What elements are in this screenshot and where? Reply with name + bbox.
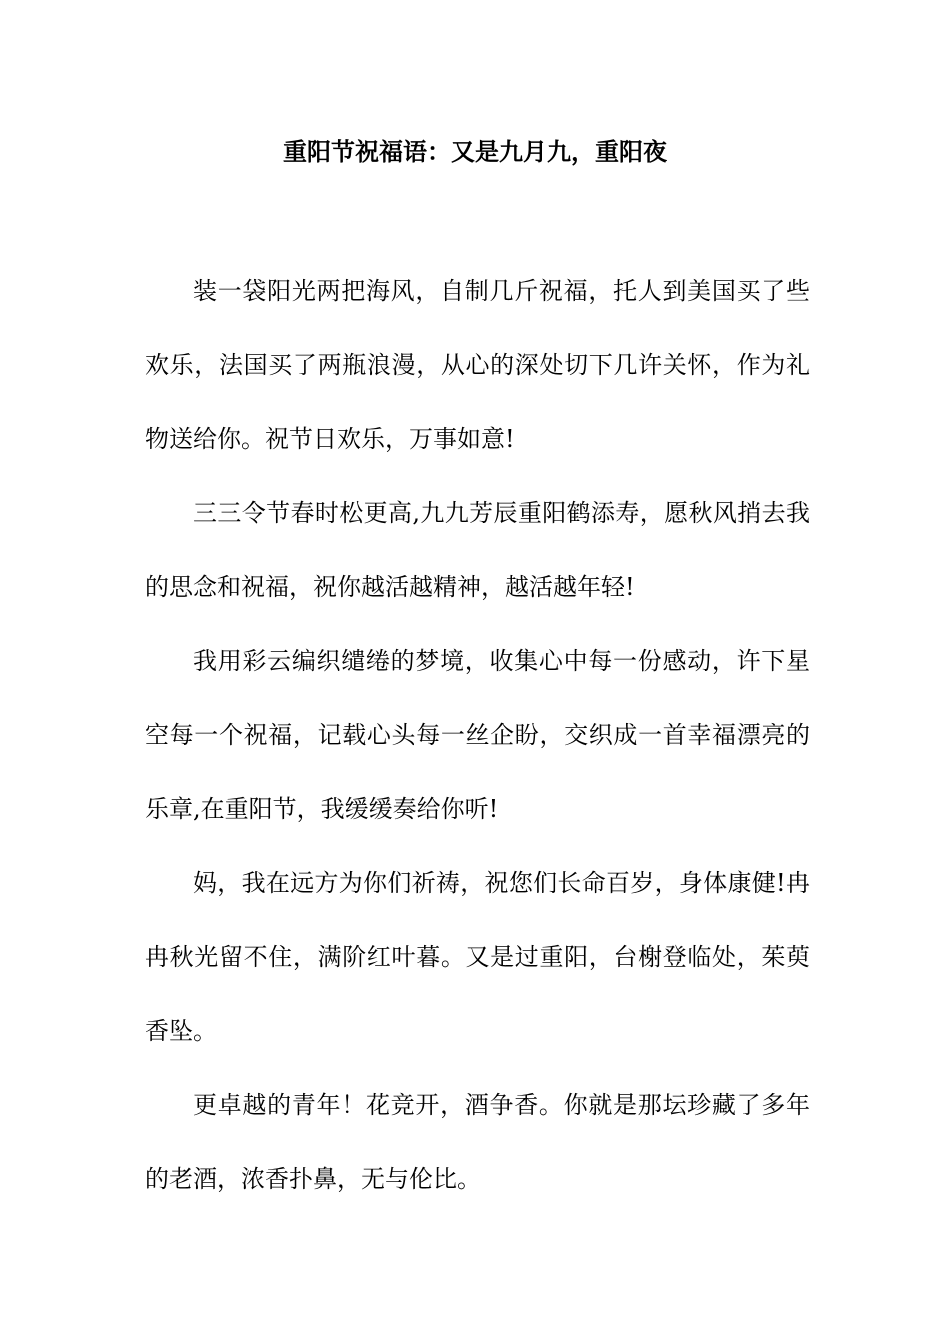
document-body: [145, 254, 810, 1216]
paragraph-5: 更卓越的青年！花竞开，酒争香。你就是那坛珍藏了多年的老酒，浓香扑鼻，无与伦比。: [145, 1091, 810, 1193]
paragraph-4: 妈，我在远方为你们祈祷，祝您们长命百岁，身体康健!冉冉秋光留不住，满阶红叶暮。又是过重阳，台榭登临处，茱萸香坠。: [145, 869, 810, 1045]
paragraph-2: 三三令节春时松更高,九九芳辰重阳鹤添寿，愿秋风捎去我的思念和祝福，祝你越活越精神，越活越年轻!: [145, 499, 810, 601]
paragraph-1: 装一袋阳光两把海风，自制几斤祝福，托人到美国买了些欢乐，法国买了两瓶浪漫，从心的深处切下几许关怀，作为礼物送给你。祝节日欢乐，万事如意!: [145, 277, 810, 453]
document-title: 重阳节祝福语：又是九月九，重阳夜: [283, 137, 667, 166]
paragraph-3: 我用彩云编织缱绻的梦境，收集心中每一份感动，许下星空每一个祝福，记载心头每一丝企盼，交织成一首幸福漂亮的乐章,在重阳节，我缓缓奏给你听!: [145, 647, 810, 823]
